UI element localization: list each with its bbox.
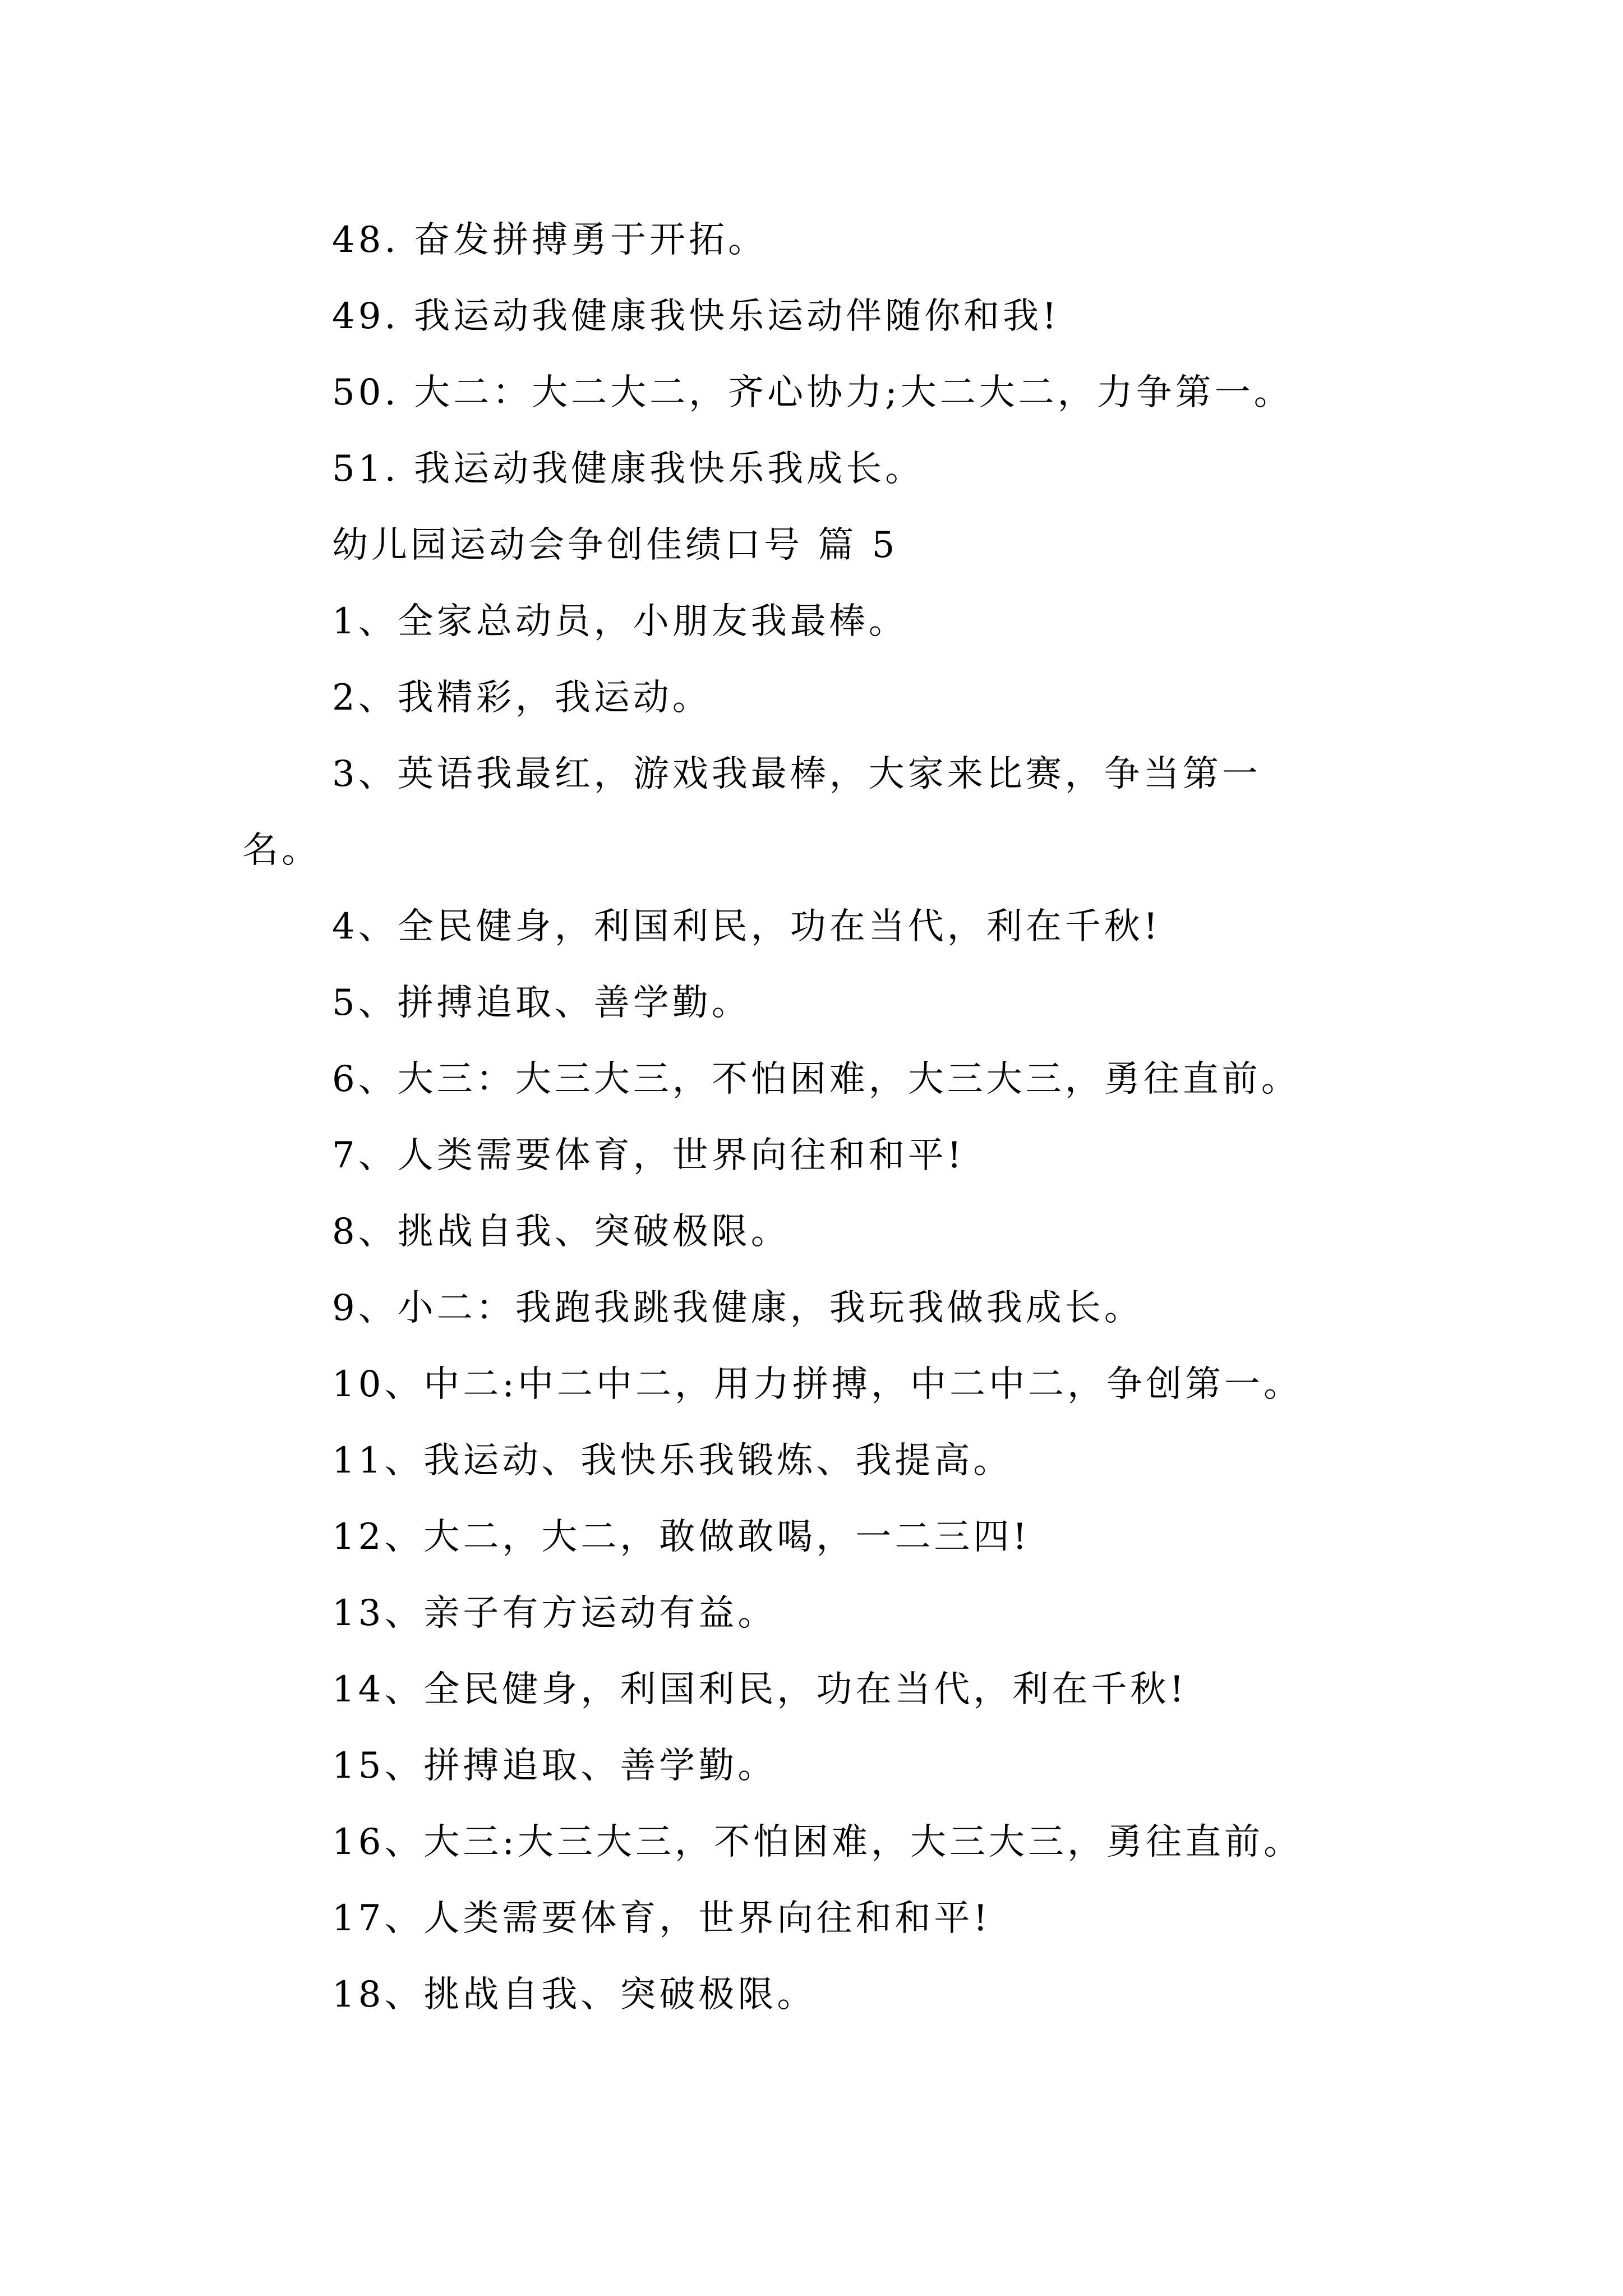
text-line-continuation: 名。: [242, 830, 321, 871]
text-line: 10、中二:中二中二，用力拼搏，中二中二，争创第一。: [332, 1364, 1303, 1405]
text-line: 7、人类需要体育，世界向往和和平!: [332, 1135, 965, 1176]
text-line: 13、亲子有方运动有益。: [332, 1593, 777, 1634]
text-line: 6、大三：大三大三，不怕困难，大三大三，勇往直前。: [332, 1059, 1301, 1100]
text-line: 12、大二，大二，敢做敢喝，一二三四!: [332, 1516, 1031, 1558]
text-line: 51. 我运动我健康我快乐我成长。: [332, 448, 925, 490]
text-line: 15、拼搏追取、善学勤。: [332, 1745, 777, 1787]
text-line: 8、挑战自我、突破极限。: [332, 1211, 790, 1253]
section-heading: 幼儿园运动会争创佳绩口号 篇 5: [332, 524, 898, 566]
text-line: 18、挑战自我、突破极限。: [332, 1974, 817, 2016]
text-line: 14、全民健身，利国利民，功在当代，利在千秋!: [332, 1669, 1188, 1710]
text-line: 2、我精彩，我运动。: [332, 677, 712, 719]
text-line: 48. 奋发拼搏勇于开拓。: [332, 219, 768, 261]
text-line: 1、全家总动员，小朋友我最棒。: [332, 601, 908, 642]
document-body: [242, 202, 1420, 2033]
text-line: 16、大三:大三大三，不怕困难，大三大三，勇往直前。: [332, 1821, 1303, 1863]
text-line: 50. 大二：大二大二，齐心协力;大二大二，力争第一。: [332, 372, 1293, 413]
text-line: 9、小二：我跑我跳我健康，我玩我做我成长。: [332, 1287, 1144, 1329]
text-line: 5、拼搏追取、善学勤。: [332, 982, 751, 1024]
text-line: 4、全民健身，利国利民，功在当代，利在千秋!: [332, 906, 1161, 947]
text-line: 49. 我运动我健康我快乐运动伴随你和我!: [332, 296, 1060, 337]
text-line: 17、人类需要体育，世界向往和和平!: [332, 1898, 992, 1939]
text-line: 3、英语我最红，游戏我最棒，大家来比赛，争当第一: [332, 753, 1261, 795]
text-line: 11、我运动、我快乐我锻炼、我提高。: [332, 1440, 1013, 1481]
